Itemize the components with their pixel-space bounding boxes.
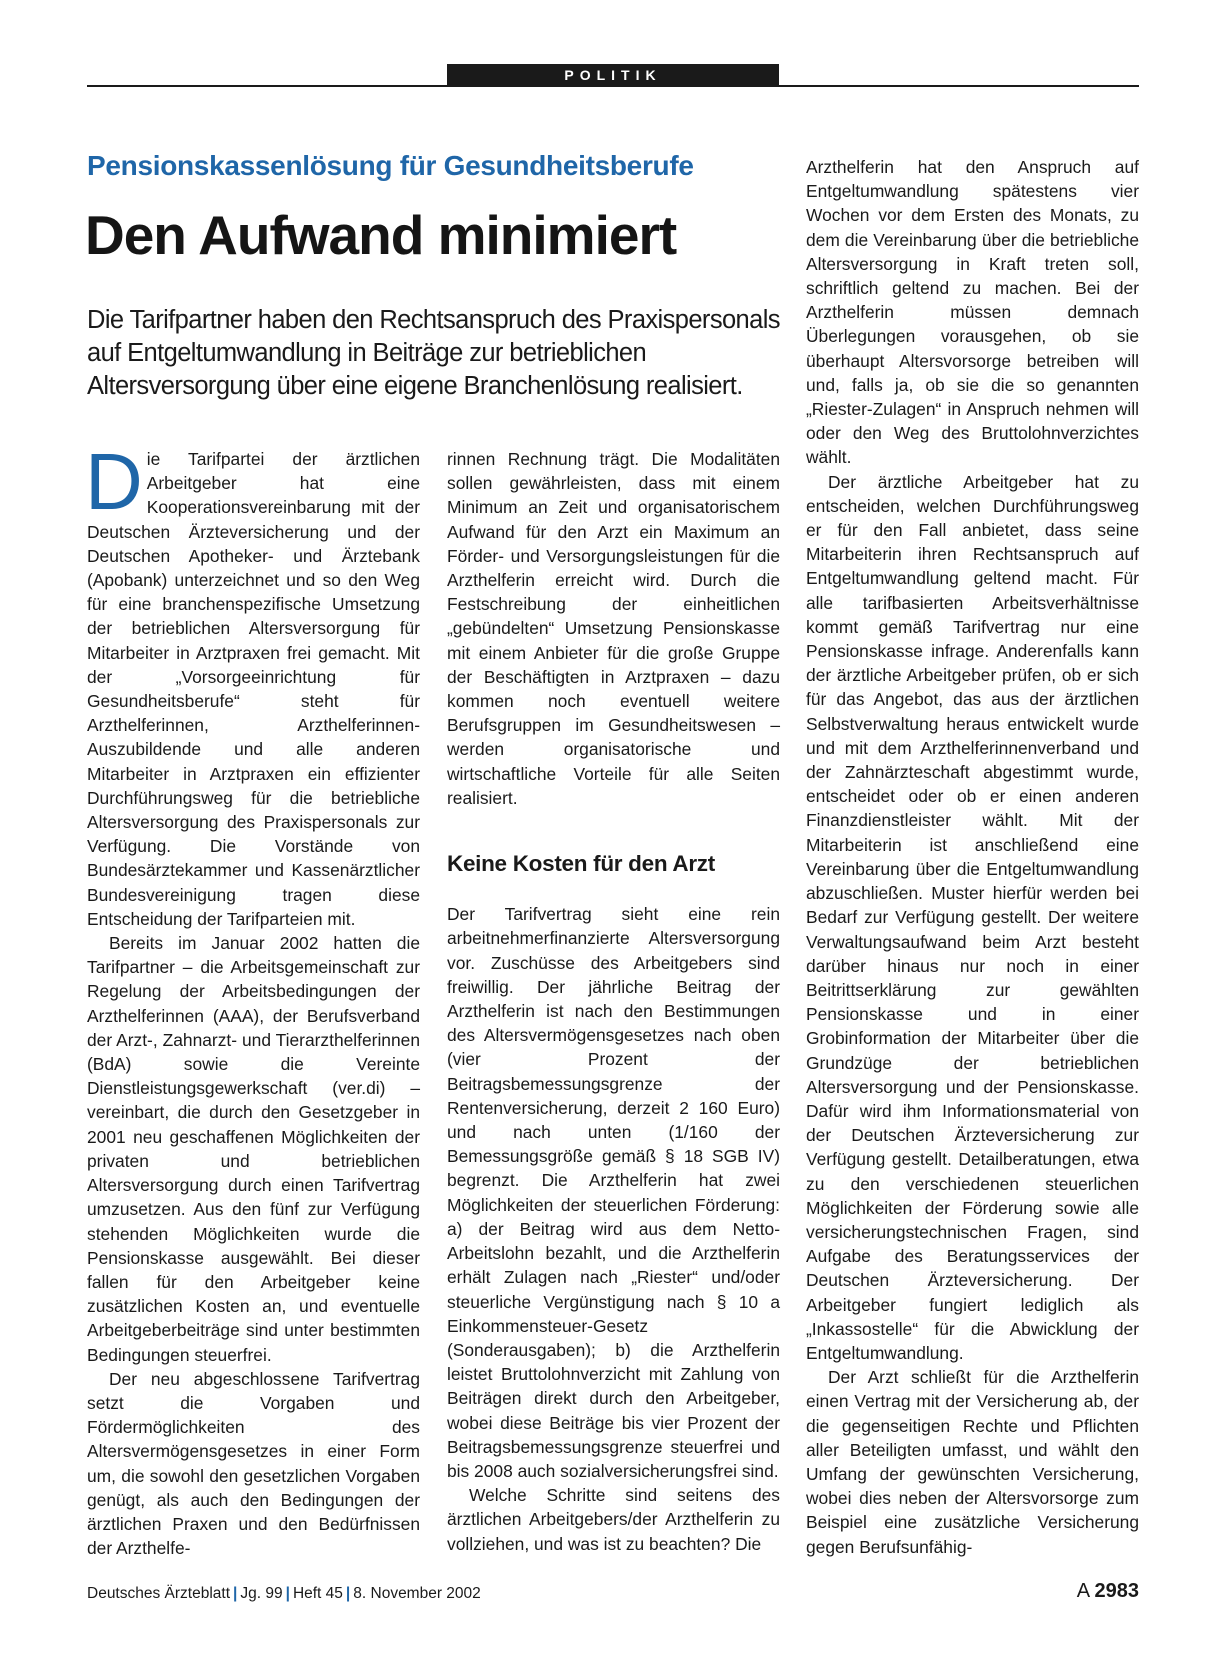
paragraph: Der Arzt schließt für die Arzthelferin einen Vertrag mit der Versicherung ab, der die gegenseitigen Rechte und Pflichten aller Beteiligten umfasst, und wählt den Umfang der gewünschten Versicherung, wobei dies neben der Altersvorsorge zum Beispiel eine zusätzliche Versicherung gegen Berufsunfähig- (806, 1367, 1139, 1557)
footer-separator: | (285, 1585, 290, 1602)
paragraph: Der neu abgeschlossene Tarifvertrag setzt die Vorgaben und Fördermöglichkeiten des Altersvermögensgesetzes in einer Form um, die sowohl den gesetzlichen Vorgaben genügt, als auch den Bedingungen der ärztlichen Praxen und den Bedürfnissen der Arzthelfe- (87, 1368, 420, 1559)
journal-volume: Jg. 99 (240, 1585, 283, 1602)
journal-issue: Heft 45 (292, 1585, 343, 1602)
article-kicker: Pensionskassenlösung für Gesundheitsberufe (87, 150, 694, 181)
footer-separator: | (345, 1585, 351, 1602)
paragraph: Der ärztliche Arbeitgeber hat zu entscheiden, welchen Durchführungsweg er für den Fall anbietet, dass seine Mitarbeiterin ihren Rechtsanspruch auf Entgeltumwandlung geltend macht. Für alle tarifbasierten Arbeitsverhältnisse kommt gemäß Tarifvertrag nur eine Pensionskasse infrage. Anderenfalls kann der ärztliche Arbeitgeber prüfen, ob er sich für das Angebot, das aus der ärztlichen Selbstverwaltung heraus entwickelt wurde und mit dem Arzthelferinnenverband und der Zahnärzteschaft abgestimmt wurde, entscheidet oder ob er einen anderen Finanzdienstleister wählt. Mit der Mitarbeiterin ist anschließend eine Vereinbarung über die Entgeltumwandlung abzuschließen. Muster hierfür werden bei Bedarf zur Verfügung gestellt. Der weitere Verwaltungsaufwand beim Arzt besteht darüber hinaus nur noch in einer Beitrittserklärung zur gewählten Pensionskasse und in einer Grobinformation der Mitarbeiter über die Grundzüge der betrieblichen Altersversorgung und der Pensionskasse. Dafür wird ihm Informationsmaterial von der Deutschen Ärzteversicherung zur Verfügung gestellt. Detailberatungen, etwa zu den verschiedenen steuerlichen Möglichkeiten der Förderung sowie alle versicherungstechnischen Fragen, sind Aufgabe des Beratungsservices der Deutschen Ärzteversicherung. Der Arbeitgeber fungiert lediglich als „Inkassostelle“ für die Abwicklung der Entgeltumwandlung. (806, 471, 1139, 1363)
drop-cap: D (85, 437, 143, 526)
section-subheading: Keine Kosten für den Arzt (447, 851, 715, 877)
paragraph: Der Tarifvertrag sieht eine rein arbeitnehmerfinanzierte Altersversorgung vor. Zuschüsse des Arbeitgebers sind freiwillig. Der jährliche Beitrag der Arzthelferin ist nach den Bestimmungen des Altersvermögensgesetzes nach oben (vier Prozent der Beitragsbemessungsgrenze der Rentenversicherung, derzeit 2 160 Euro) und nach unten (1/160 der Bemessungsgröße gemäß § 18 SGB IV) begrenzt. Die Arzthelferin hat zwei Möglichkeiten der steuerlichen Förderung: a) der Beitrag wird aus dem Netto-Arbeitslohn bezahlt, und die Arzthelferin erhält Zulagen nach „Riester“ und/oder steuerliche Vergünstigung nach § 10 a Einkommensteuer-Gesetz (Sonderausgaben); b) die Arzthelferin leistet Bruttolohnverzicht mit Zahlung von Beiträgen direkt durch den Arbeitgeber, wobei diese Beiträge bis vier Prozent der Beitragsbemessungsgrenze steuerfrei und bis 2008 auch sozialversicherungsfrei sind. (447, 904, 780, 1481)
text-column-3 (806, 155, 1139, 1559)
page-number (1077, 1580, 1139, 1603)
article-lead: Die Tarifpartner haben den Rechtsanspruch des Praxispersonals auf Entgeltumwandlung in Beiträge zur betrieblichen Altersversorgung über eine eigene Branchenlösung realisiert. (87, 306, 780, 400)
page-prefix: A (1076, 1580, 1089, 1602)
footer-separator: | (233, 1585, 238, 1602)
text-column-2 (447, 447, 780, 1556)
page-footer (87, 1585, 481, 1603)
paragraph: Welche Schritte sind seitens des ärztlichen Arbeitgebers/der Arzthelferin zu vollziehen, und was ist zu beachten? Die (447, 1485, 780, 1554)
paragraph: Bereits im Januar 2002 hatten die Tarifpartner – die Arbeitsgemeinschaft zur Regelung der Arbeitsbedingungen der Arzthelferinnen (AAA), der Berufsverband der Arzt-, Zahnarzt- und Tierarzthelferinnen (BdA) sowie die Vereinte Dienstleistungsgewerkschaft (ver.di) – vereinbart, die durch den Gesetzgeber in 2001 neu geschaffenen Möglichkeiten der privaten und betrieblichen Altersversorgung durch einen Tarifvertrag umzusetzen. Aus den fünf zur Verfügung stehenden Möglichkeiten wurde die Pensionskasse ausgewählt. Bei dieser fallen für den Arbeitgeber keine zusätzlichen Kosten an, und eventuelle Arbeitgeberbeiträge sind unter bestimmten Bedingungen steuerfrei. (87, 933, 420, 1365)
page-number-value: 2983 (1094, 1580, 1139, 1602)
paragraph (85, 437, 420, 931)
article-headline: Den Aufwand minimiert (85, 204, 677, 266)
paragraph: rinnen Rechnung trägt. Die Modalitäten sollen gewährleisten, dass mit einem Minimum an Zeit und organisatorischem Aufwand für den Arzt ein Maximum an Förder- und Versorgungsleistungen für die Arzthelferin erreicht wird. Durch die Festschreibung der einheitlichen „gebündelten“ Umsetzung Pensionskasse mit einem Anbieter für die große Gruppe der Beschäftigten in Arztpraxen – dazu kommen noch eventuell weitere Berufsgruppen im Gesundheitswesen – werden organisatorische und wirtschaftliche Vorteile für alle Seiten realisiert. (447, 449, 780, 808)
paragraph-text: ie Tarifpartei der ärztlichen Arbeitgeber hat eine Kooperationsvereinbarung mit der Deutschen Ärzteversicherung und der Deutschen Apotheker- und Ärztebank (Apobank) unterzeichnet und so den Weg für eine branchenspezifische Umsetzung der betrieblichen Altersversorgung für Mitarbeiter in Arztpraxen frei gemacht. Mit der „Vorsorgeeinrichtung für Gesundheitsberufe“ steht für Arzthelferinnen, Arzthelferinnen-Auszubildende und alle anderen Mitarbeiter in Arztpraxen ein effizienter Durchführungsweg für die betriebliche Altersversorgung des Praxispersonals zur Verfügung. Die Vorstände von Bundesärztekammer und Kassenärztlicher Bundesvereinigung tragen diese Entscheidung der Tarifparteien mit. (87, 449, 420, 929)
text-column-1 (85, 437, 420, 1560)
journal-name: Deutsches Ärzteblatt (87, 1585, 231, 1602)
paragraph: Arzthelferin hat den Anspruch auf Entgeltumwandlung spätestens vier Wochen vor dem Ersten des Monats, zu dem die Vereinbarung über die betriebliche Altersversorgung in Kraft treten soll, schriftlich geltend zu machen. Bei der Arzthelferin müssen demnach Überlegungen vorausgehen, ob sie überhaupt Altersvorsorge betreiben will und, falls ja, ob sie die so genannten „Riester-Zulagen“ in Anspruch nehmen will oder den Weg des Bruttolohnverzichtes wählt. (806, 157, 1139, 468)
section-label: POLITIK (447, 64, 779, 86)
issue-date: 8. November 2002 (353, 1585, 481, 1602)
